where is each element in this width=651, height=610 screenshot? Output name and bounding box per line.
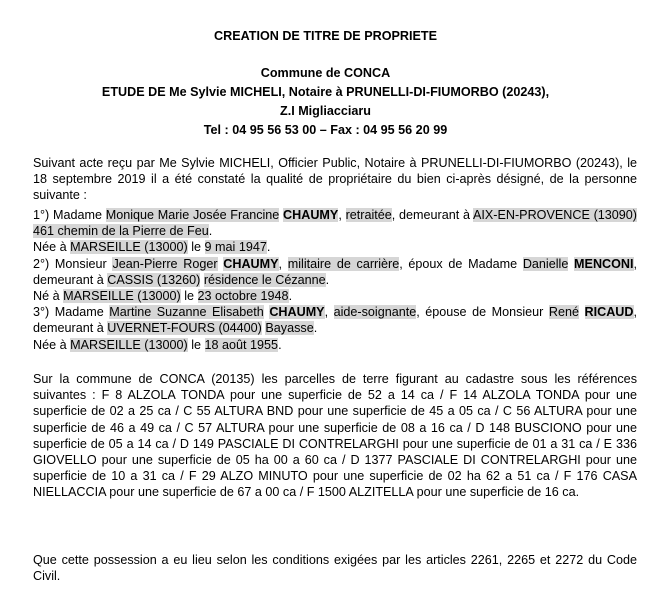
conditions-text: Que cette possession a eu lieu selon les conditions exigées par les articles 2261, 2265 et 2272 du Code Civil. xyxy=(33,553,637,584)
owner-3-profession: aide-soignante xyxy=(333,305,417,320)
owner-1-city: AIX-EN-PROVENCE (13090) xyxy=(472,208,637,222)
parcels-text: Sur la commune de CONCA (20135) les parcelles de terre figurant au cadastre sous les références suivantes : F 8 ALZOLA TONDA pour une superficie de 52 a 14 ca / F 14 ALZOLA TONDA pour une superficie de 02 a 25 ca / C 55 ALTURA BND pour une superficie de 45 a 05 ca / C 56 ALTURA pour une superficie de 46 a 49 ca / C 57 ALTURA pour une superficie de 08 a 16 ca / D 148 BUSCIONO pour une superficie de 05 a 14 ca / D 149 PASCIALE DI CONTRELARGHI pour une superficie de 01 a 31 ca / E 336 GIOVELLO pour une superficie de 05 ha 00 a 60 ca / D 1377 PASCIALE DI CONTRELARGHI pour une superficie de 10 a 31 ca / F 29 ALZO MINUTO pour une superficie de 02 ha 62 a 51 ca / F 176 CASA NIELLACCIA pour une superficie de 67 a 00 ca / F 1500 ALZITELLA pour une superficie de 16 ca. xyxy=(33,372,637,500)
owner-2-spouse-lastname: MENCONI xyxy=(574,256,634,271)
owner-3-lastname: CHAUMY xyxy=(269,305,325,320)
owner-3-spouse-lastname: RICAUD xyxy=(584,305,634,320)
intro-text: Suivant acte reçu par Me Sylvie MICHELI, Officier Public, Notaire à PRUNELLI-DI-FIUMORBO (20243), le 18 septembre 2019 il a été constaté la qualité de propriétaire du bien ci-après désigné, de la personne suivante : xyxy=(33,156,637,203)
notary-header xyxy=(0,64,651,140)
etude-line: ETUDE DE Me Sylvie MICHELI, Notaire à PRUNELLI-DI-FIUMORBO (20243), xyxy=(101,85,550,99)
owner-2-profession: militaire de carrière xyxy=(287,256,400,271)
owner-1-birth: Née à MARSEILLE (13000) le 9 mai 1947. xyxy=(33,240,271,255)
owner-3-address: Bayasse xyxy=(265,321,314,336)
owner-3: 3°) Madame Martine Suzanne Elisabeth CHAUMY, aide-soignante, épouse de Monsieur René RICAUD, demeurant à UVERNET-FOURS (04400) Bayasse. xyxy=(33,305,637,336)
owner-1: 1°) Madame Monique Marie Josée Francine CHAUMY, retraitée, demeurant à AIX-EN-PROVENCE (13090) 461 chemin de la Pierre de Feu. xyxy=(33,208,637,239)
owners-block xyxy=(33,207,637,353)
owner-1-profession: retraitée xyxy=(345,208,392,222)
owner-3-birthdate: 18 août 1955 xyxy=(204,337,279,352)
owner-3-birth: Née à MARSEILLE (13000) le 18 août 1955. xyxy=(33,337,282,352)
owner-2-spouse-firstname: Danielle xyxy=(522,256,569,271)
owner-1-birthdate: 9 mai 1947 xyxy=(204,240,267,255)
zone-line: Z.I Migliacciaru xyxy=(280,104,371,118)
owner-3-spouse-firstname: René xyxy=(548,305,579,320)
owner-3-birthplace: MARSEILLE (13000) xyxy=(70,337,188,352)
conditions-paragraph xyxy=(33,552,637,584)
owner-2-address: résidence le Cézanne xyxy=(203,272,326,287)
owner-2-birthplace: MARSEILLE (13000) xyxy=(63,289,181,304)
owner-2-firstnames: Jean-Pierre Roger xyxy=(112,256,218,271)
phone-line: Tel : 04 95 56 53 00 – Fax : 04 95 56 20 99 xyxy=(203,123,448,137)
owner-1-address: 461 chemin de la Pierre de Feu xyxy=(33,224,209,239)
owner-1-lastname: CHAUMY xyxy=(283,208,339,222)
parcels-paragraph xyxy=(33,371,637,501)
owner-2-city: CASSIS (13260) xyxy=(107,272,201,287)
owner-3-firstnames: Martine Suzanne Elisabeth xyxy=(109,305,264,320)
document-title: CREATION DE TITRE DE PROPRIETE xyxy=(214,29,437,43)
owner-2: 2°) Monsieur Jean-Pierre Roger CHAUMY, militaire de carrière, époux de Madame Danielle MENCONI, demeurant à CASSIS (13260) résidence le Cézanne. xyxy=(33,256,638,287)
owner-2-birthdate: 23 octobre 1948 xyxy=(197,289,289,304)
commune-line: Commune de CONCA xyxy=(260,66,391,80)
intro-paragraph xyxy=(33,155,637,204)
owner-2-birth: Né à MARSEILLE (13000) le 23 octobre 1948. xyxy=(33,289,293,304)
owner-3-city: UVERNET-FOURS (04400) xyxy=(107,321,262,336)
owner-1-birthplace: MARSEILLE (13000) xyxy=(70,240,188,255)
owner-1-firstnames: Monique Marie Josée Francine xyxy=(105,208,280,222)
owner-2-lastname: CHAUMY xyxy=(223,256,279,271)
